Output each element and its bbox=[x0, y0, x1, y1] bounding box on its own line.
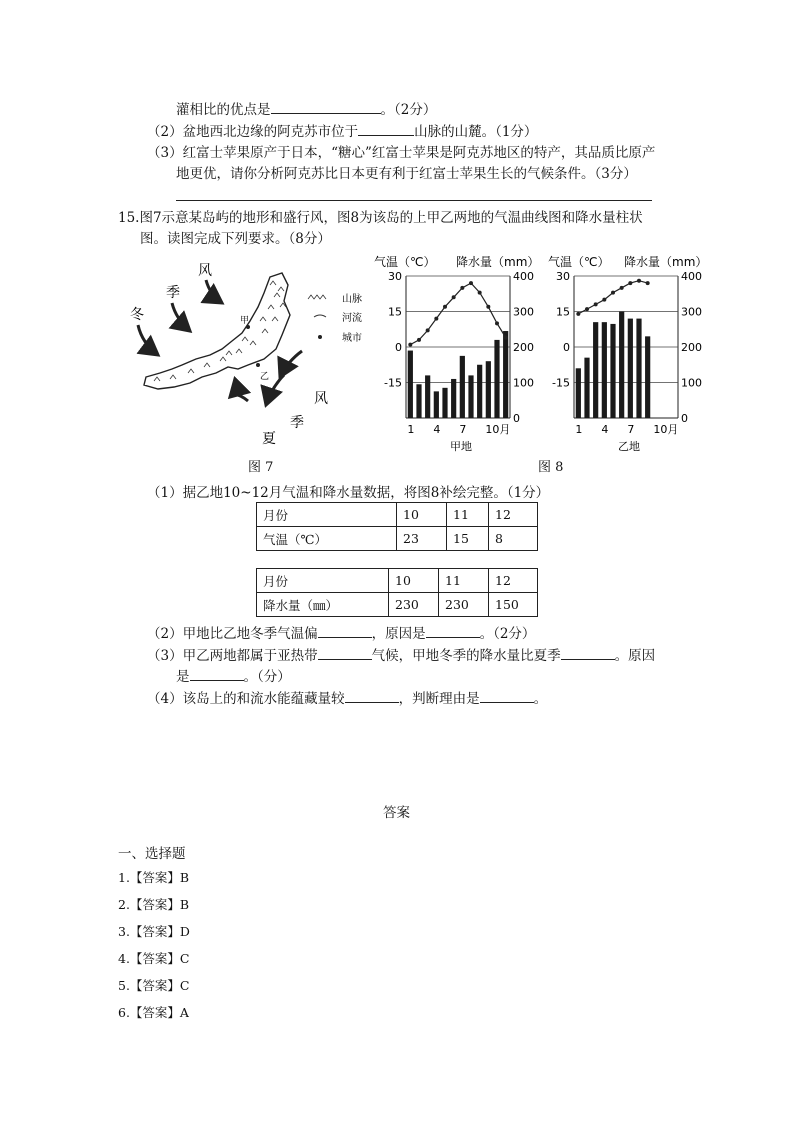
table-cell: 230 bbox=[389, 593, 439, 617]
answer-item: 3.【答案】D bbox=[118, 924, 190, 939]
y-tick-label-left: 30 bbox=[556, 270, 570, 283]
table-cell: 气温（℃） bbox=[257, 527, 397, 551]
x-tick-label: 10月 bbox=[485, 423, 511, 436]
chart-yi-temp-label: 气温（℃） bbox=[548, 255, 610, 269]
temperature-point bbox=[469, 281, 473, 285]
y-tick-label-right: 400 bbox=[513, 270, 534, 283]
q15-subq2-text: （2）甲地比乙地冬季气温偏 bbox=[147, 626, 318, 642]
q14-subq2 bbox=[147, 122, 537, 141]
table-cell: 23 bbox=[397, 527, 447, 551]
precip-bar bbox=[610, 324, 615, 418]
answer-blank[interactable] bbox=[345, 689, 399, 703]
precip-bar bbox=[602, 322, 607, 418]
y-tick-label-left: -15 bbox=[552, 376, 570, 390]
q14-subq2-tail: 山脉的山麓。（1分） bbox=[414, 124, 538, 140]
answer-blank[interactable] bbox=[480, 689, 534, 703]
q14-line1-text: 灌相比的优点是 bbox=[176, 102, 271, 118]
temperature-point bbox=[504, 336, 508, 340]
chart-jia-temp-label: 气温（℃） bbox=[374, 255, 436, 269]
precip-bar bbox=[460, 356, 465, 418]
river-legend-icon bbox=[314, 315, 326, 317]
table-cell: 12 bbox=[489, 569, 538, 593]
table-row bbox=[257, 503, 538, 527]
answer-item: 4.【答案】C bbox=[118, 951, 190, 966]
table-cell: 降水量（㎜） bbox=[257, 593, 389, 617]
precip-bar bbox=[645, 336, 650, 418]
y-tick-label-left: -15 bbox=[384, 376, 402, 390]
q15-subq3-cont-text: 是 bbox=[176, 669, 190, 685]
answer-blank[interactable] bbox=[561, 646, 615, 660]
temperature-point bbox=[594, 302, 598, 306]
precip-bar bbox=[503, 331, 508, 418]
x-tick-label: 1 bbox=[407, 423, 415, 436]
q14-answer-line[interactable] bbox=[176, 200, 652, 201]
precip-bar bbox=[593, 322, 598, 418]
table-cell: 10 bbox=[397, 503, 447, 527]
figure-7-map bbox=[130, 255, 370, 455]
temperature-point bbox=[452, 295, 456, 299]
q15-intro-line2: 图。读图完成下列要求。（8分） bbox=[140, 231, 331, 247]
q15-subq1: （1）据乙地10~12月气温和降水量数据，将图8补绘完整。（1分） bbox=[147, 485, 550, 501]
temperature-point bbox=[646, 281, 650, 285]
q15-subq4-mid: ，判断理由是 bbox=[398, 691, 480, 707]
answers-title: 答案 bbox=[383, 805, 410, 821]
answer-item: 2.【答案】B bbox=[118, 897, 190, 912]
q14-subq3-line1: （3）红富士苹果原产于日本，“糖心”红富士苹果是阿克苏地区的特产，其品质比原产 bbox=[147, 145, 656, 161]
temperature-point bbox=[495, 321, 499, 325]
precip-bar bbox=[486, 361, 491, 418]
table-cell: 10 bbox=[389, 569, 439, 593]
q15-subq3-score: 。（分） bbox=[243, 669, 291, 685]
answer-blank[interactable] bbox=[426, 624, 480, 638]
answer-blank[interactable] bbox=[271, 100, 381, 114]
summer-wind-arrow bbox=[230, 395, 248, 401]
table-cell: 11 bbox=[447, 503, 489, 527]
table-cell: 8 bbox=[489, 527, 538, 551]
answer-item: 1.【答案】B bbox=[118, 870, 190, 885]
chart-jia-precip-label: 降水量（mm） bbox=[456, 255, 540, 269]
precip-bar bbox=[628, 319, 633, 418]
answer-blank[interactable] bbox=[358, 122, 414, 136]
winter-wind-label-2: 季 bbox=[166, 285, 180, 301]
y-tick-label-right: 100 bbox=[513, 376, 534, 390]
temperature-curve bbox=[410, 283, 505, 345]
temperature-point bbox=[417, 338, 421, 342]
table-cell: 月份 bbox=[257, 569, 389, 593]
q14-line1 bbox=[176, 100, 436, 119]
summer-wind-label-1: 夏 bbox=[262, 431, 276, 447]
winter-wind-label-3: 风 bbox=[198, 263, 212, 279]
answer-item: 6.【答案】A bbox=[118, 1005, 189, 1020]
temperature-table bbox=[256, 502, 538, 551]
table-cell: 15 bbox=[447, 527, 489, 551]
precip-bar bbox=[584, 358, 589, 418]
y-tick-label-right: 300 bbox=[513, 305, 534, 319]
y-tick-label-left: 15 bbox=[556, 305, 570, 319]
precip-bar bbox=[416, 384, 421, 418]
precip-bar bbox=[442, 388, 447, 418]
winter-wind-label-1: 冬 bbox=[130, 307, 144, 323]
q14-subq2-text: （2）盆地西北边缘的阿克苏市位于 bbox=[147, 124, 359, 140]
city-yi-marker bbox=[256, 363, 260, 367]
y-tick-label-right: 200 bbox=[681, 341, 702, 354]
precip-bar bbox=[494, 340, 499, 418]
temperature-point bbox=[585, 307, 589, 311]
temperature-point bbox=[434, 317, 438, 321]
q15-subq4 bbox=[147, 689, 547, 708]
map-legend bbox=[308, 292, 362, 344]
summer-wind-arrow bbox=[280, 351, 302, 377]
table-cell: 230 bbox=[439, 593, 489, 617]
y-tick-label-right: 100 bbox=[681, 376, 702, 390]
answer-blank[interactable] bbox=[318, 624, 372, 638]
table-cell: 150 bbox=[489, 593, 538, 617]
answers-section-heading: 一、选择题 bbox=[118, 846, 186, 862]
summer-wind-label-3: 风 bbox=[314, 391, 328, 407]
temperature-point bbox=[576, 312, 580, 316]
y-tick-label-left: 0 bbox=[395, 341, 402, 354]
answer-blank[interactable] bbox=[318, 646, 372, 660]
q15-subq3 bbox=[147, 646, 655, 665]
y-tick-label-left: 30 bbox=[388, 270, 402, 283]
temperature-point bbox=[408, 343, 412, 347]
x-tick-label: 7 bbox=[627, 423, 635, 436]
temperature-point bbox=[426, 328, 430, 332]
precipitation-table bbox=[256, 568, 538, 617]
q15-subq2 bbox=[147, 624, 535, 643]
temperature-point bbox=[628, 281, 632, 285]
y-tick-label-right: 400 bbox=[681, 270, 702, 283]
y-tick-label-right: 0 bbox=[681, 412, 688, 425]
place-label-jia: 甲 bbox=[240, 316, 250, 326]
winter-wind-arrow bbox=[172, 303, 190, 331]
x-tick-label: 4 bbox=[433, 423, 441, 436]
table-row bbox=[257, 527, 538, 551]
precip-bar bbox=[468, 375, 473, 418]
legend-river: 河流 bbox=[342, 313, 362, 324]
q15-subq3-cont bbox=[176, 667, 291, 686]
x-tick-label: 1 bbox=[575, 423, 583, 436]
q14-line1-score: 。（2分） bbox=[380, 102, 437, 118]
temperature-point bbox=[478, 291, 482, 295]
y-tick-label-left: 0 bbox=[563, 341, 570, 354]
table-cell: 11 bbox=[439, 569, 489, 593]
table-row bbox=[257, 569, 538, 593]
q15-subq2-mid: ，原因是 bbox=[371, 626, 426, 642]
precip-bar bbox=[451, 379, 456, 418]
temperature-point bbox=[620, 286, 624, 290]
y-tick-label-right: 300 bbox=[681, 305, 702, 319]
legend-mountain: 山脉 bbox=[342, 294, 362, 305]
y-tick-label-right: 200 bbox=[513, 341, 534, 354]
q15-subq3-mid: 气候，甲地冬季的降水量比夏季 bbox=[371, 648, 561, 664]
table-row bbox=[257, 593, 538, 617]
precip-bar bbox=[576, 368, 581, 418]
temperature-point bbox=[460, 286, 464, 290]
table-cell: 月份 bbox=[257, 503, 397, 527]
x-tick-label: 7 bbox=[459, 423, 467, 436]
temperature-point bbox=[602, 298, 606, 302]
answer-item: 5.【答案】C bbox=[118, 978, 190, 993]
summer-wind-label-2: 季 bbox=[290, 415, 304, 431]
temperature-point bbox=[443, 305, 447, 309]
temperature-point bbox=[637, 279, 641, 283]
chart-yi-precip-label: 降水量（mm） bbox=[624, 255, 708, 269]
chart-yi-title: 乙地 bbox=[618, 440, 640, 453]
precip-bar bbox=[425, 375, 430, 418]
temperature-point bbox=[611, 291, 615, 295]
city-legend-icon bbox=[318, 335, 322, 339]
q15-subq4-end: 。 bbox=[533, 691, 548, 707]
q15-subq3-text: （3）甲乙两地都属于亚热带 bbox=[147, 648, 318, 664]
winter-wind-arrow bbox=[138, 325, 158, 355]
climate-chart-yi bbox=[540, 250, 710, 460]
q15-subq2-score: 。（2分） bbox=[479, 626, 536, 642]
precip-bar bbox=[619, 312, 624, 419]
q15-subq4-text: （4）该岛上的和流水能蕴藏量较 bbox=[147, 691, 345, 707]
x-tick-label: 4 bbox=[601, 423, 609, 436]
y-tick-label-left: 15 bbox=[388, 305, 402, 319]
climate-chart-jia bbox=[368, 250, 548, 460]
figure-8-caption: 图 8 bbox=[538, 460, 564, 475]
x-tick-label: 10月 bbox=[653, 423, 679, 436]
precip-bar bbox=[477, 365, 482, 418]
q14-subq3-line2: 地更优，请你分析阿克苏比日本更有利于红富士苹果生长的气候条件。（3分） bbox=[176, 166, 637, 182]
precip-bar bbox=[408, 351, 413, 418]
winter-wind-arrow bbox=[206, 280, 222, 303]
mountain-legend-icon bbox=[308, 295, 326, 299]
q15-subq3-tail: 。原因 bbox=[614, 648, 656, 664]
legend-city: 城市 bbox=[342, 333, 362, 344]
answer-blank[interactable] bbox=[190, 667, 244, 681]
chart-jia-title: 甲地 bbox=[450, 440, 472, 453]
temperature-point bbox=[486, 305, 490, 309]
precip-bar bbox=[636, 319, 641, 418]
place-label-yi: 乙 bbox=[260, 372, 270, 382]
precip-bar bbox=[434, 391, 439, 418]
y-tick-label-right: 0 bbox=[513, 412, 520, 425]
q15-intro-line1: 15.图7示意某岛屿的地形和盛行风，图8为该岛的上甲乙两地的气温曲线图和降水量柱状 bbox=[118, 210, 643, 226]
table-cell: 12 bbox=[489, 503, 538, 527]
figure-7-caption: 图 7 bbox=[248, 460, 274, 475]
